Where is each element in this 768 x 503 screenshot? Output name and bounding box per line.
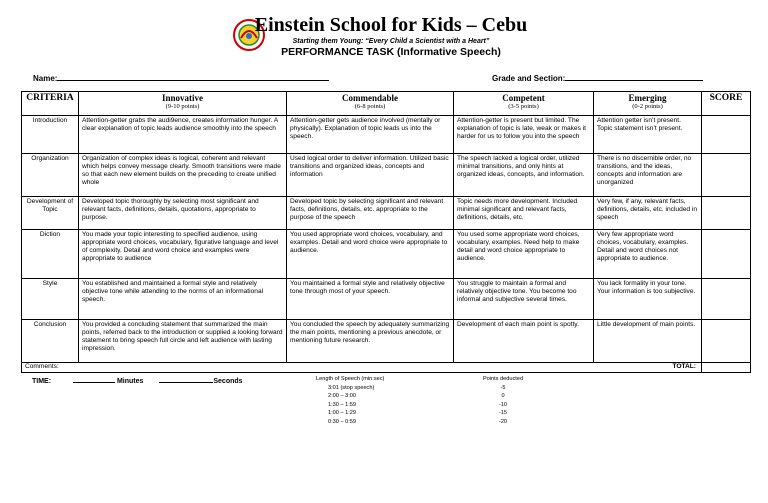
table-row bbox=[22, 320, 751, 363]
length-value: 2:00 – 3:00 bbox=[328, 393, 356, 400]
points-value: -15 bbox=[498, 410, 508, 417]
grade-label: Grade and Section: bbox=[492, 74, 566, 83]
commendable-cell: Attention-getter gets audience involved (mentally or physically). Explanation of topic leads us into the speech. bbox=[287, 116, 454, 154]
score-cell[interactable] bbox=[702, 154, 751, 197]
emerging-cell: Little development of main points. bbox=[594, 320, 702, 363]
length-header: Length of Speech (min:sec) bbox=[316, 376, 385, 382]
emerging-cell: Attention getter isn’t present. Topic statement isn’t present. bbox=[594, 116, 702, 154]
criterion-cell: Style bbox=[22, 279, 79, 320]
criteria-header: CRITERIA bbox=[22, 92, 79, 116]
comments-row bbox=[22, 363, 751, 373]
grade-field[interactable] bbox=[565, 73, 703, 81]
competent-cell: You struggle to maintain a formal and relatively objective tone. You become too informal and subjective several times. bbox=[454, 279, 594, 320]
score-cell[interactable] bbox=[702, 320, 751, 363]
school-title: Einstein School for Kids – Cebu bbox=[254, 14, 528, 36]
length-value: 1:30 – 1:59 bbox=[328, 401, 356, 408]
minutes-field[interactable] bbox=[73, 376, 115, 383]
emerging-cell: You lack formality in your tone. Your information is too subjective. bbox=[594, 279, 702, 320]
criterion-cell: Conclusion bbox=[22, 320, 79, 363]
grade-field-row bbox=[492, 73, 703, 83]
points-value: 0 bbox=[501, 393, 505, 400]
innovative-header: Innovative (9-10 points) bbox=[79, 92, 287, 116]
table-row bbox=[22, 230, 751, 279]
competent-cell: You used some appropriate word choices, vocabulary, examples. Need help to make detail and word choice appropriate to audience. bbox=[454, 230, 594, 279]
comments-label: Comments: bbox=[25, 363, 59, 370]
innovative-cell: Attention-getter grabs the audi9ence, creates information hunger. A clear explanation of topic leads audience smoothly into the speech bbox=[79, 116, 287, 154]
score-cell[interactable] bbox=[702, 116, 751, 154]
name-field[interactable] bbox=[57, 73, 329, 81]
innovative-cell: Developed topic thoroughly by selecting most significant and relevant facts, definitions, details, quotations, appropriate to purpose. bbox=[79, 197, 287, 230]
innovative-cell: Organization of complex ideas is logical, coherent and relevant which helps convey message clearly. Smooth transitions were made so that each new element builds on the preceding to create unified whole bbox=[79, 154, 287, 197]
time-label: TIME: bbox=[32, 378, 52, 385]
length-value: 3:01 (stop speech) bbox=[328, 384, 375, 391]
criterion-cell: Organization bbox=[22, 154, 79, 197]
total-score-cell[interactable] bbox=[702, 363, 751, 373]
length-value: 1:00 – 1:29 bbox=[328, 410, 356, 417]
points-header: Points deducted bbox=[482, 376, 524, 382]
competent-cell: The speech lacked a logical order, utilized minimal transitions, and only hints at organized ideas, concepts, and information. bbox=[454, 154, 594, 197]
name-label: Name: bbox=[33, 74, 58, 83]
school-tagline: Starting them Young: “Every Child a Scientist with a Heart” bbox=[292, 38, 490, 45]
competent-cell: Topic needs more development. Included minimal significant and relevant facts, definitions, details, etc. bbox=[454, 197, 594, 230]
comments-cell[interactable] bbox=[22, 363, 702, 373]
points-value: -10 bbox=[498, 401, 508, 408]
score-header: SCORE bbox=[702, 92, 751, 116]
table-header-row bbox=[22, 92, 751, 116]
criterion-cell: Diction bbox=[22, 230, 79, 279]
score-cell[interactable] bbox=[702, 279, 751, 320]
points-deducted-column bbox=[475, 375, 531, 427]
innovative-cell: You established and maintained a formal style and relatively objective tone while attending to the norms of an informational speech. bbox=[79, 279, 287, 320]
table-row bbox=[22, 279, 751, 320]
criterion-cell: Introduction bbox=[22, 116, 79, 154]
name-field-row bbox=[33, 73, 329, 83]
innovative-cell: You provided a concluding statement that summarized the main points, referred back to the introduction or supplied a looking forward statement to bring speech full circle and left audience with lasting impression. bbox=[79, 320, 287, 363]
competent-cell: Attention-getter is present but limited. The explanation of topic is late, weak or makes it harder for us to follow you into the speech bbox=[454, 116, 594, 154]
seconds-field[interactable] bbox=[159, 376, 213, 383]
criterion-cell: Development of Topic bbox=[22, 197, 79, 230]
emerging-cell: There is no discernible order, no transitions, and the ideas, concepts and information are unorganized bbox=[594, 154, 702, 197]
emerging-header: Emerging (0-2 points) bbox=[594, 92, 702, 116]
emerging-cell: Very few appropriate word choices, vocabulary, examples. Detail and word choices not appropriate to audience. bbox=[594, 230, 702, 279]
speech-length-column bbox=[316, 375, 384, 427]
commendable-cell: Developed topic by selecting significant and relevant facts, definitions, details, etc. appropriate to the purpose of the speech bbox=[287, 197, 454, 230]
emerging-cell: Very few, if any, relevant facts, definitions, details, etc. included in speech bbox=[594, 197, 702, 230]
document-header bbox=[0, 14, 768, 59]
commendable-cell: You maintained a formal style and relatively objective tone through most of your speech. bbox=[287, 279, 454, 320]
time-row bbox=[32, 376, 243, 385]
total-label: TOTAL: bbox=[672, 363, 696, 370]
innovative-cell: You made your topic interesting to specified audience, using appropriate word choices, vocabulary, figurative language and level of complexity. Detail and word choice and examples were appropriate to audience bbox=[79, 230, 287, 279]
commendable-cell: You concluded the speech by adequately summarizing the main points, mentioning a previous anecdote, or mentioning future research. bbox=[287, 320, 454, 363]
competent-cell: Development of each main point is spotty. bbox=[454, 320, 594, 363]
table-row bbox=[22, 116, 751, 154]
minutes-label: Minutes bbox=[116, 378, 144, 385]
commendable-cell: Used logical order to deliver information. Utilized basic transitions and organized ideas, concepts and information bbox=[287, 154, 454, 197]
commendable-header: Commendable (6-8 points) bbox=[287, 92, 454, 116]
seconds-label: Seconds bbox=[213, 378, 243, 385]
commendable-cell: You used appropriate word choices, vocabulary, and examples. Detail and word choice were appropriate to audience. bbox=[287, 230, 454, 279]
table-row bbox=[22, 154, 751, 197]
score-cell[interactable] bbox=[702, 197, 751, 230]
rubric-table bbox=[21, 91, 751, 373]
competent-header: Competent (3-5 points) bbox=[454, 92, 594, 116]
score-cell[interactable] bbox=[702, 230, 751, 279]
length-value: 0:30 – 0:59 bbox=[328, 418, 356, 425]
task-title: PERFORMANCE TASK (Informative Speech) bbox=[281, 46, 501, 58]
points-value: -5 bbox=[500, 384, 506, 391]
points-value: -20 bbox=[498, 418, 508, 425]
table-row bbox=[22, 197, 751, 230]
